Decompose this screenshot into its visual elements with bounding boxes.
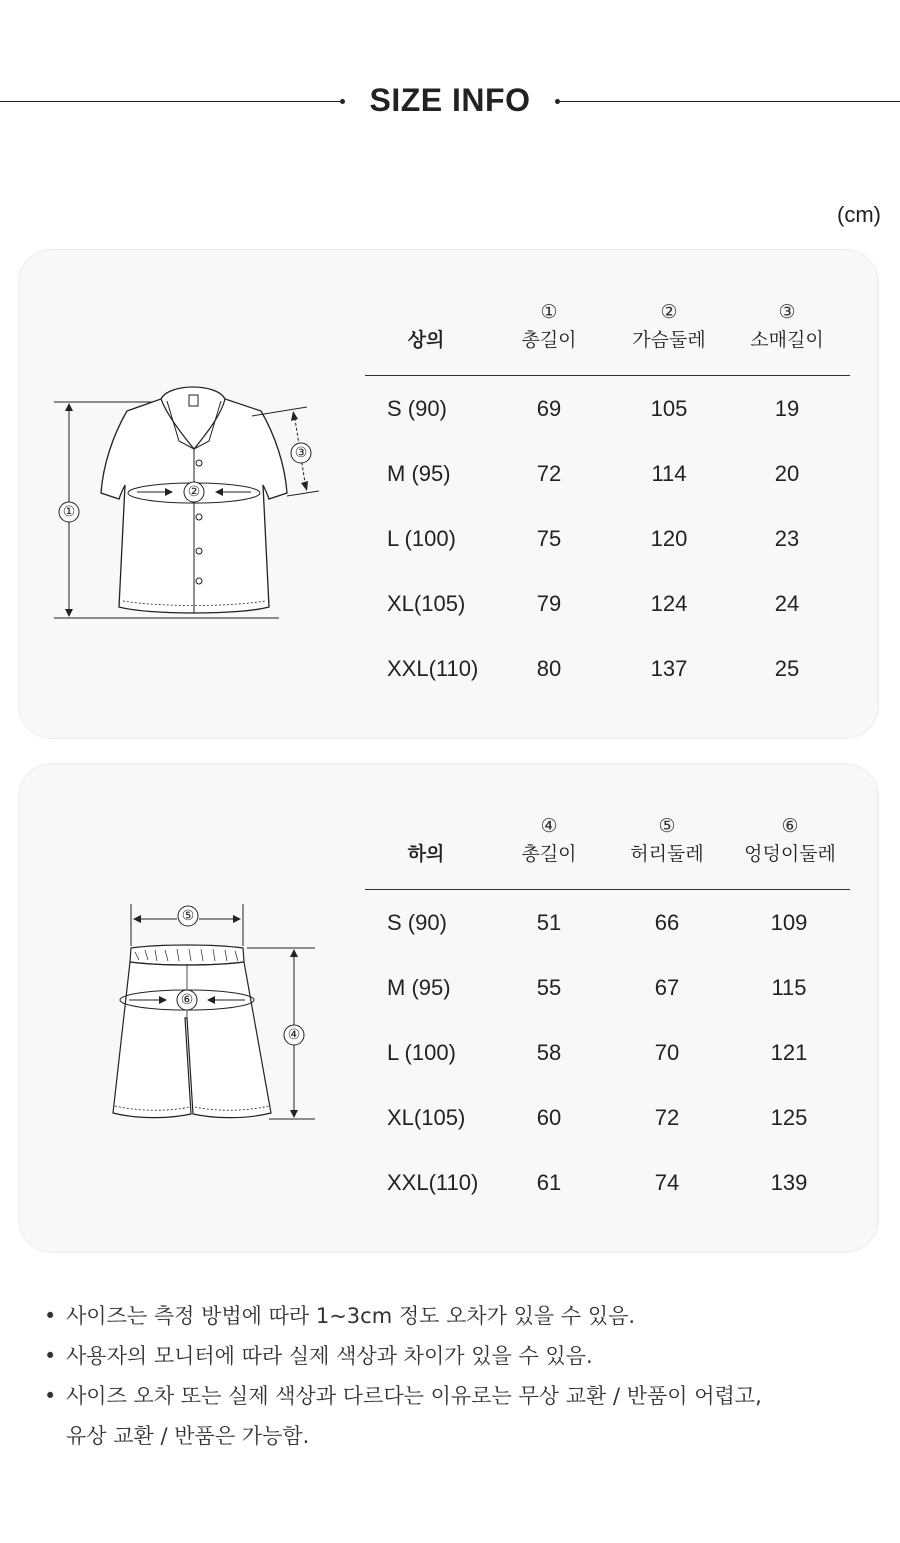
table-row [365,506,850,571]
title-divider-right [560,101,900,102]
title-dot-left [340,99,345,104]
top-header-length-num: ① [540,301,558,323]
note-text: 유상 교환 / 반품은 가능함. [66,1424,310,1448]
length-cell: 72 [536,461,562,486]
size-cell: S (90) [387,396,447,421]
size-cell: M (95) [387,461,451,486]
table-row [365,636,850,701]
bottom-header-category-label: 하의 [407,843,445,865]
shirt-label-length: ① [62,504,76,520]
size-cell: XXL(110) [387,656,479,681]
table-row [365,571,850,636]
size-cell: S (90) [387,910,447,935]
bottom-header-hip-num: ⑥ [781,815,799,837]
size-cell: XXL(110) [387,1170,479,1195]
length-cell: 51 [536,910,562,935]
note-item [44,1336,884,1376]
hip-cell: 115 [771,975,807,1000]
shorts-icon [101,900,331,1130]
waist-cell: 70 [654,1040,680,1065]
waist-cell: 72 [654,1105,680,1130]
shirt-label-chest: ② [187,484,201,500]
bottom-table-header [365,812,850,890]
note-text: 사이즈 오차 또는 실제 색상과 다르다는 이유로는 무상 교환 / 반품이 어렵고, [66,1384,762,1408]
shorts-label-waist: ⑤ [181,908,195,924]
chest-cell: 137 [650,656,688,681]
shirt-diagram [49,375,339,625]
bottom-header-waist [609,812,725,868]
sleeve-cell: 24 [774,591,800,616]
note-item [44,1376,884,1416]
size-cell: XL(105) [387,1105,466,1130]
bottom-header-length-label: 총길이 [521,843,577,865]
bottom-header-length [491,812,607,868]
chest-cell: 114 [651,461,687,486]
length-cell: 69 [536,396,562,421]
note-text: 사이즈는 측정 방법에 따라 1~3cm 정도 오차가 있을 수 있음. [66,1304,636,1328]
hip-cell: 125 [770,1105,808,1130]
sleeve-cell: 23 [774,526,800,551]
bottom-header-category [365,840,487,868]
size-cell: M (95) [387,975,451,1000]
top-header-sleeve-label: 소매길이 [750,329,824,351]
chest-cell: 124 [650,591,688,616]
top-header-chest [609,298,729,354]
shorts-diagram [101,900,331,1130]
table-row [365,890,850,955]
size-notes [44,1296,884,1456]
shorts-label-hip: ⑥ [180,992,194,1008]
top-table-header [365,298,850,376]
table-row [365,1150,850,1215]
bottom-header-length-num: ④ [540,815,558,837]
top-header-chest-label: 가슴둘레 [632,329,706,351]
top-header-sleeve-num: ③ [778,301,796,323]
length-cell: 55 [536,975,562,1000]
top-header-category [365,326,487,354]
top-header-length-label: 총길이 [521,329,577,351]
chest-cell: 120 [650,526,688,551]
title-divider-left [0,101,340,102]
sleeve-cell: 19 [774,396,800,421]
sleeve-cell: 25 [774,656,800,681]
waist-cell: 66 [654,910,680,935]
unit-label: (cm) [837,202,881,227]
bullet-icon: • [44,1344,57,1368]
bottom-header-hip [723,812,857,868]
top-size-card [18,249,879,739]
length-cell: 75 [536,526,562,551]
top-header-category-label: 상의 [407,329,445,351]
bottom-header-waist-num: ⑤ [658,815,676,837]
sleeve-cell: 20 [774,461,800,486]
note-item-continuation [44,1416,884,1456]
waist-cell: 74 [654,1170,680,1195]
size-cell: XL(105) [387,591,466,616]
length-cell: 58 [536,1040,562,1065]
hip-cell: 109 [770,910,808,935]
bottom-header-waist-label: 허리둘레 [630,843,704,865]
length-cell: 61 [536,1170,562,1195]
hip-cell: 139 [770,1170,808,1195]
table-row [365,1020,850,1085]
bullet-icon: • [44,1304,57,1328]
length-cell: 60 [536,1105,562,1130]
note-text: 사용자의 모니터에 따라 실제 색상과 차이가 있을 수 있음. [66,1344,593,1368]
length-cell: 80 [536,656,562,681]
length-cell: 79 [536,591,562,616]
table-row [365,955,850,1020]
top-header-length [491,298,607,354]
bottom-header-hip-label: 엉덩이둘레 [744,843,836,865]
table-row [365,1085,850,1150]
note-item [44,1296,884,1336]
bullet-icon: • [44,1384,57,1408]
table-row [365,376,850,441]
size-cell: L (100) [387,526,456,551]
bottom-size-card [18,763,879,1253]
top-header-sleeve [729,298,845,354]
size-cell: L (100) [387,1040,456,1065]
top-header-chest-num: ② [660,301,678,323]
table-row [365,441,850,506]
bottom-size-table [365,812,850,1215]
waist-cell: 67 [654,975,680,1000]
hip-cell: 121 [770,1040,808,1065]
section-title-row [0,80,900,124]
page-title: SIZE INFO [369,82,531,118]
top-size-table [365,298,850,701]
shorts-label-length: ④ [287,1027,301,1043]
shirt-label-sleeve: ③ [294,445,308,461]
chest-cell: 105 [650,396,688,421]
